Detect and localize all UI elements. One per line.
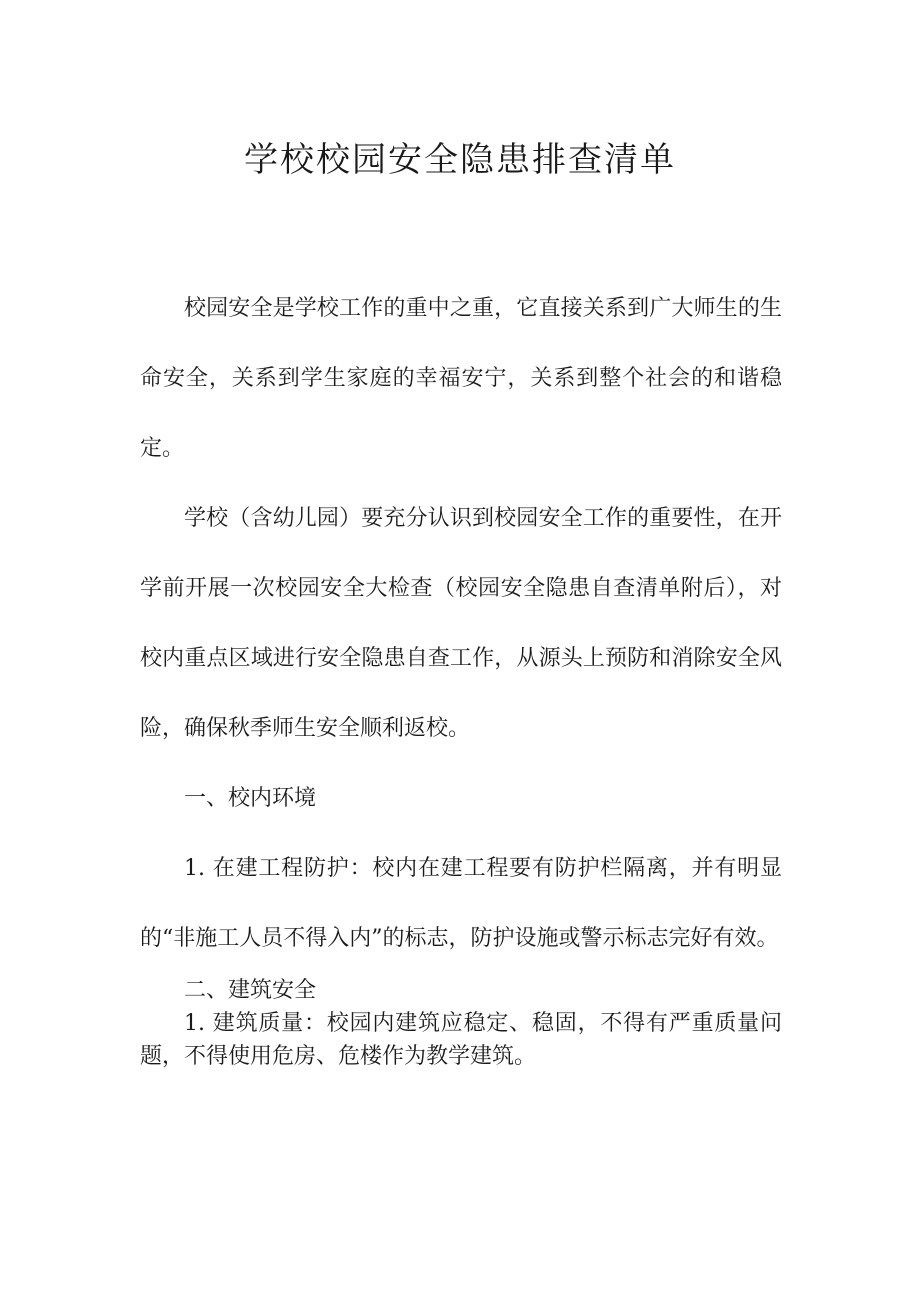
section-heading-building-safety: 二、建筑安全 — [184, 978, 317, 1003]
paragraph-intro: 校园安全是学校工作的重中之重，它直接关系到广大师生的生命安全，关系到学生家庭的幸福安宁，关系到整个社会的和谐稳定。 — [140, 296, 782, 461]
item-construction-protection: 1. 在建工程防护：校内在建工程要有防护栏隔离，并有明显的“非施工人员不得入内”的标志，防护设施或警示标志完好有效。 — [140, 856, 782, 951]
paragraph-inspection: 学校（含幼儿园）要充分认识到校园安全工作的重要性，在开学前开展一次校园安全大检查（校园安全隐患自查清单附后），对校内重点区域进行安全隐患自查工作，从源头上预防和消除安全风险，确保秋季师生安全顺利返校。 — [140, 506, 782, 741]
section-heading-campus-environment: 一、校内环境 — [184, 786, 317, 811]
document-title: 学校校园安全隐患排查清单 — [244, 140, 676, 180]
item-building-quality: 1. 建筑质量：校园内建筑应稳定、稳固，不得有严重质量问题，不得使用危房、危楼作为教学建筑。 — [140, 1011, 782, 1069]
document-body — [140, 274, 782, 1073]
